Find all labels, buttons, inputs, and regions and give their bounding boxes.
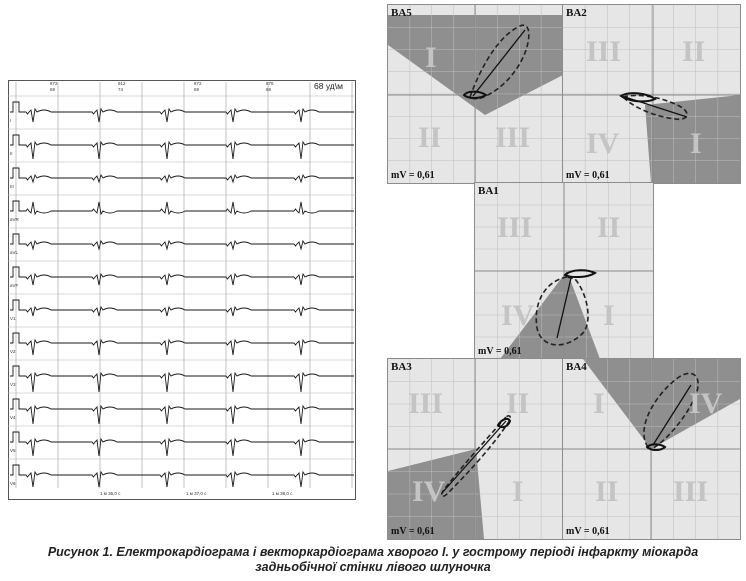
ecg-lead-label: V5 xyxy=(10,448,16,453)
ecg-lead-label: III xyxy=(10,184,14,189)
ecg-time-label: 1 м 37,0 с xyxy=(186,491,207,496)
ecg-time-label: 1 м 38,0 с xyxy=(272,491,293,496)
octant-label: I xyxy=(425,41,437,74)
octant-label: II xyxy=(418,121,442,154)
ecg-lead-label: V2 xyxy=(10,349,16,354)
octant-label: II xyxy=(595,475,619,508)
ecg-lead-label: aVR xyxy=(10,217,19,222)
octant-label: I xyxy=(593,387,605,420)
octant-label: III xyxy=(673,475,709,508)
ecg-lead-label: I xyxy=(10,118,12,123)
vcg-scale-label: mV = 0,61 xyxy=(478,346,522,357)
vcg-panel-ba5 xyxy=(387,4,564,184)
vcg-panel-title: BA1 xyxy=(478,185,499,197)
ecg-lead-label: II xyxy=(10,151,13,156)
vcg-scale-label: mV = 0,61 xyxy=(566,526,610,537)
vcg-panel-title: BA4 xyxy=(566,361,587,373)
ecg-lead-label: V1 xyxy=(10,316,16,321)
ecg-top-value: 872 xyxy=(194,81,202,86)
vcg-scale-label: mV = 0,61 xyxy=(391,170,435,181)
vcg-plot-ba1 xyxy=(475,183,653,359)
ecg-lead-label: aVL xyxy=(10,250,19,255)
ecg-lead-label: aVF xyxy=(10,283,19,288)
octant-label: III xyxy=(408,387,444,420)
vcg-panel-title: BA2 xyxy=(566,7,587,19)
vcg-panel-ba3 xyxy=(387,358,564,540)
vcg-panel-ba2 xyxy=(562,4,741,184)
octant-label: III xyxy=(497,211,533,244)
ecg-time-label: 1 м 36,0 с xyxy=(100,491,121,496)
vcg-scale-label: mV = 0,61 xyxy=(391,526,435,537)
octant-label: I xyxy=(603,299,615,332)
vcg-plot-ba3 xyxy=(388,359,563,539)
ecg-top-value: 912 xyxy=(118,81,126,86)
ecg-top-value: 69 xyxy=(50,87,56,92)
octant-label: I xyxy=(512,475,524,508)
caption-line-1: Рисунок 1. Електрокардіограма і векторкардіограма хворого І. у гострому періоді інфаркту міокарда xyxy=(47,545,699,559)
octant-label: II xyxy=(506,387,530,420)
octant-label: III xyxy=(495,121,531,154)
vcg-panel-title: BA5 xyxy=(391,7,412,19)
vcg-scale-label: mV = 0,61 xyxy=(566,170,610,181)
vcg-panel-title: BA3 xyxy=(391,361,412,373)
figure-caption xyxy=(0,545,746,575)
caption-line-2: задньобічної стінки лівого шлуночка xyxy=(255,560,491,574)
octant-label: IV xyxy=(586,127,620,160)
octant-label: II xyxy=(597,211,621,244)
octant-label: II xyxy=(682,35,706,68)
ecg-top-value: 876 xyxy=(266,81,274,86)
ecg-lead-label: V6 xyxy=(10,481,16,486)
octant-label: IV xyxy=(412,475,446,508)
octant-label: I xyxy=(690,127,702,160)
heart-rate-label: 68 уд\м xyxy=(314,81,343,91)
octant-label: IV xyxy=(501,299,535,332)
vcg-plot-ba5 xyxy=(388,5,563,183)
vcg-panel-ba4 xyxy=(562,358,741,540)
ecg-top-value: 68 xyxy=(266,87,272,92)
ecg-top-value: 69 xyxy=(194,87,200,92)
ecg-lead-label: V3 xyxy=(10,382,16,387)
ecg-lead-label: V4 xyxy=(10,415,16,420)
vcg-plot-ba4 xyxy=(563,359,740,539)
octant-label: III xyxy=(586,35,622,68)
vcg-panel-ba1 xyxy=(474,182,654,360)
ecg-top-value: 872 xyxy=(50,81,58,86)
ecg-figure xyxy=(8,80,356,500)
octant-label: IV xyxy=(689,387,723,420)
ecg-top-value: 74 xyxy=(118,87,124,92)
